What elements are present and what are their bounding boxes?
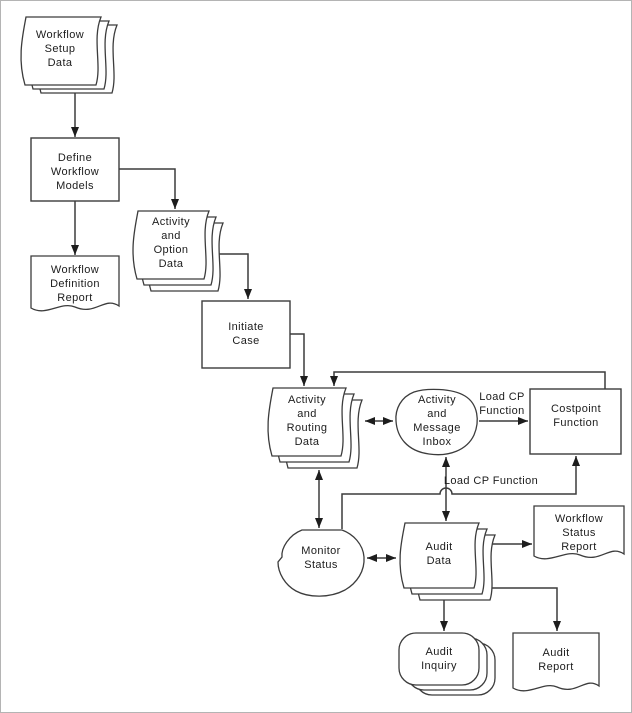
node-define-workflow-models — [31, 138, 119, 201]
svg-text:Message: Message — [413, 422, 461, 434]
edge-option-data-to-initiate-case — [217, 254, 248, 299]
audit-report-label: Audit — [542, 647, 570, 659]
activity-option-data-label: Activity — [151, 216, 191, 228]
node-activity-message-inbox — [396, 389, 477, 454]
svg-text:Data: Data — [158, 258, 184, 270]
node-workflow-status-report — [534, 506, 624, 559]
edge-label-load-cp-function-lower — [444, 475, 538, 487]
edge-define-to-option-data — [119, 169, 175, 209]
svg-text:Inbox: Inbox — [422, 436, 452, 448]
svg-text:Data: Data — [294, 436, 320, 448]
svg-text:Status: Status — [304, 559, 338, 571]
workflow-diagram — [1, 1, 631, 712]
node-audit-inquiry — [399, 633, 495, 695]
costpoint-function-label: Costpoint — [550, 403, 602, 415]
node-activity-option-data — [133, 211, 223, 291]
edge-label-load-cp-function-upper — [479, 391, 525, 417]
load-cp-function-lower-label: Load CP Function — [443, 475, 539, 487]
node-initiate-case — [202, 301, 290, 368]
activity-routing-data-label: Activity — [287, 394, 327, 406]
node-monitor-status — [278, 530, 364, 596]
svg-text:Report: Report — [561, 541, 597, 553]
svg-text:Data: Data — [47, 57, 73, 69]
svg-text:Inquiry: Inquiry — [421, 660, 457, 672]
svg-text:Report: Report — [538, 661, 574, 673]
node-workflow-setup-data — [21, 17, 117, 93]
node-activity-routing-data — [268, 388, 362, 468]
svg-text:Routing: Routing — [286, 422, 328, 434]
svg-text:Option: Option — [153, 244, 189, 256]
monitor-status-label: Monitor — [301, 545, 341, 557]
svg-text:and: and — [161, 230, 181, 242]
load-cp-function-upper-label: Load CP — [479, 391, 525, 403]
svg-text:Function: Function — [553, 417, 599, 429]
svg-text:Function: Function — [479, 405, 525, 417]
workflow-status-report-label: Workflow — [554, 513, 604, 525]
node-costpoint-function — [530, 389, 621, 454]
svg-text:Status: Status — [562, 527, 596, 539]
node-audit-report — [513, 633, 599, 691]
svg-text:Workflow: Workflow — [50, 166, 100, 178]
node-audit-data — [400, 523, 495, 600]
svg-text:and: and — [427, 408, 447, 420]
define-workflow-models-label: Define — [57, 152, 93, 164]
svg-text:Report: Report — [57, 292, 93, 304]
svg-text:Definition: Definition — [50, 278, 100, 290]
svg-text:Case: Case — [232, 335, 260, 347]
svg-text:Setup: Setup — [44, 43, 76, 55]
audit-inquiry-label: Audit — [425, 646, 453, 658]
workflow-definition-report-label: Workflow — [50, 264, 100, 276]
edge-audit-data-to-audit-report — [489, 588, 557, 631]
edge-costpoint-to-routing-data — [334, 372, 605, 389]
svg-text:Data: Data — [426, 555, 452, 567]
activity-message-inbox-label: Activity — [417, 394, 457, 406]
workflow-setup-data-label: Workflow — [35, 29, 85, 41]
initiate-case-label: Initiate — [228, 321, 264, 333]
edge-initiate-case-to-routing-data — [290, 334, 304, 386]
node-workflow-definition-report — [31, 256, 119, 311]
svg-text:Models: Models — [56, 180, 94, 192]
svg-text:and: and — [297, 408, 317, 420]
audit-data-label: Audit — [425, 541, 453, 553]
